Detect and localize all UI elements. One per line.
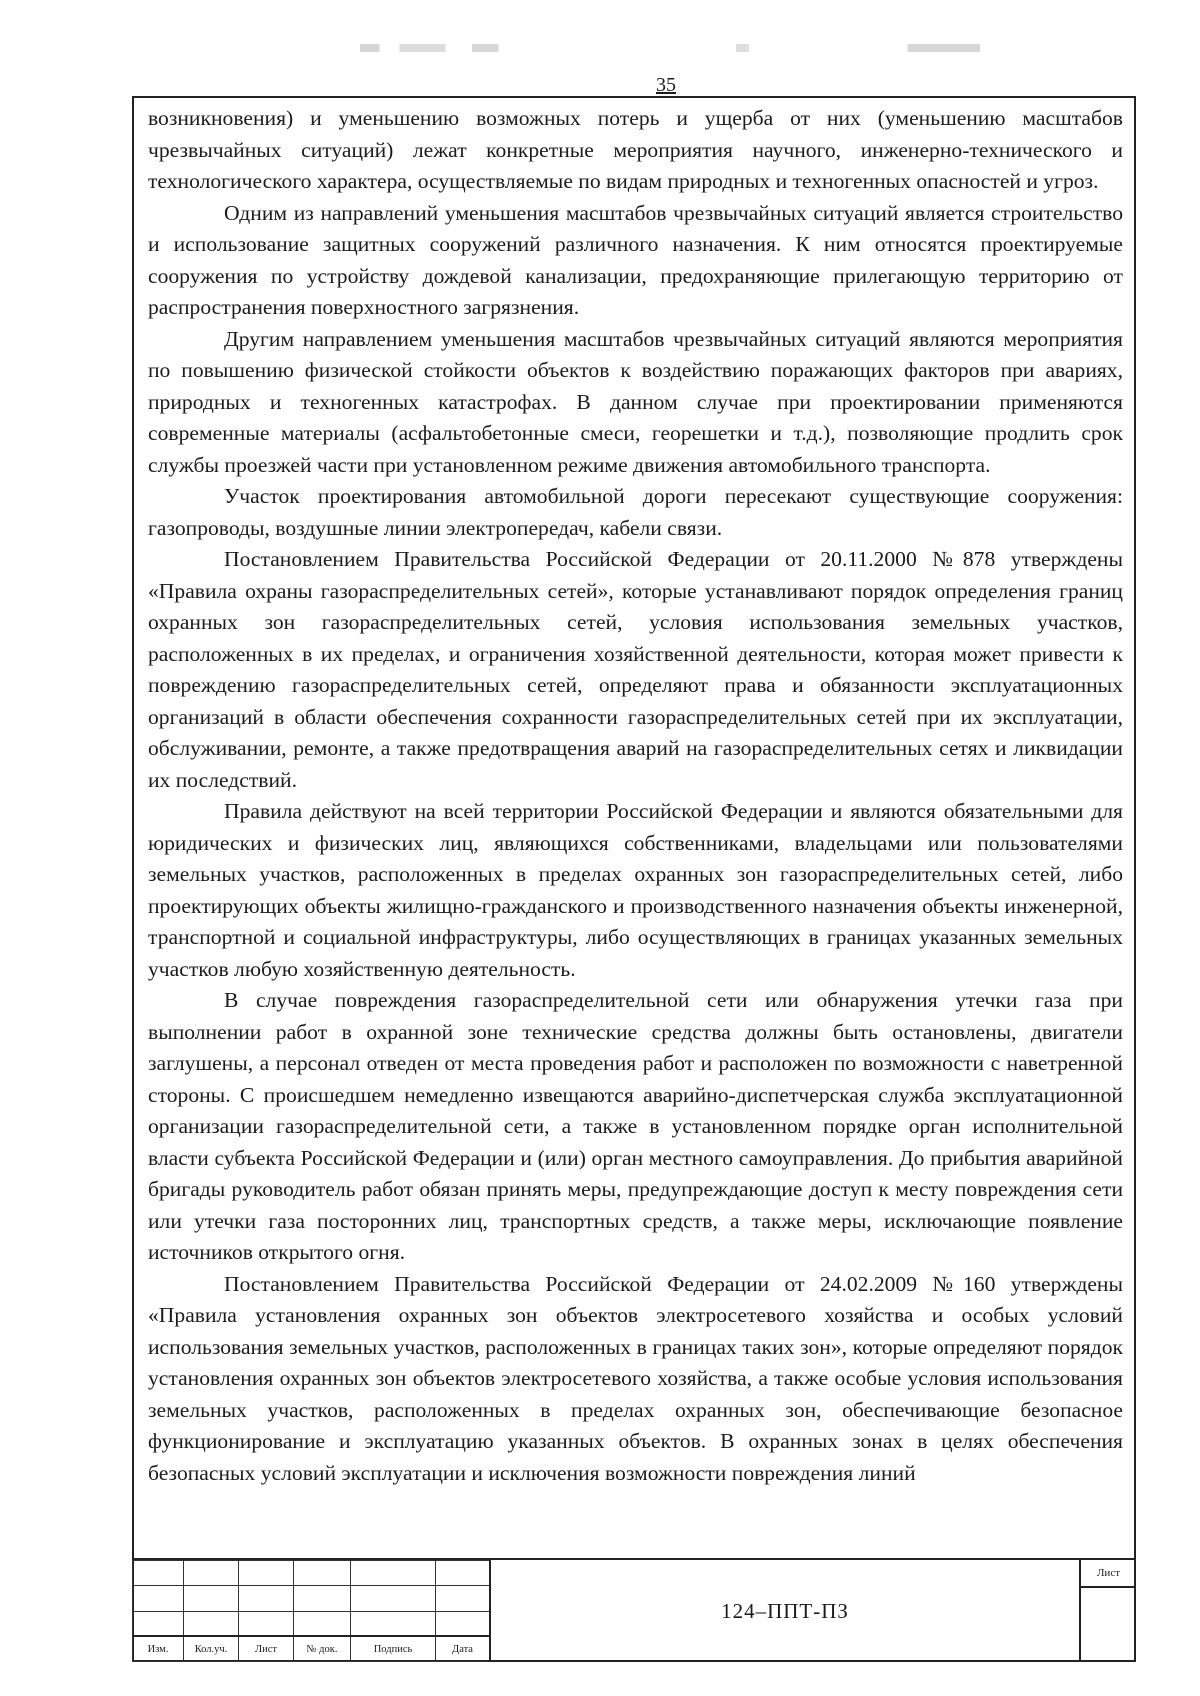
page-number: 35 — [656, 74, 676, 96]
paragraph: Одним из направлений уменьшения масштабов чрезвычайных ситуаций является строительство и использование защитных сооружений различного назначения. К ним относятся проектируемые сооружения по устройству дождевой канализации, предохраняющие прилегающую территорию от распространения поверхностного загрязнения. — [148, 200, 1123, 319]
document-code: 124–ППТ-ПЗ — [489, 1560, 1079, 1662]
revision-cell — [133, 1611, 184, 1636]
paragraph: Правила действуют на всей территории Российской Федерации и являются обязательными для юридических и физических лиц, являющихся собственниками, владельцами или пользователями земельных участков, расположенных в пределах охранных зон газораспределительных сетей, либо проектирующих объекты жилищно-гражданского и производственного назначения объекты инженерной, транспортной и социальной инфраструктуры, либо осуществляющих в границах указанных земельных участков любую хозяйственную деятельность. — [148, 799, 1123, 981]
revision-cell — [184, 1611, 239, 1636]
paragraph: Постановлением Правительства Российской Федерации от 24.02.2009 №160 утверждены «Правила установления охранных зон объектов электросетевого хозяйства и особых условий использования земельных участков, расположенных в границах таких зон», которые определяют порядок установления охранных зон объектов электросетевого хозяйства, а также особые условия использования земельных участков, расположенных в пределах охранных зон, обеспечивающие безопасное функционирование и эксплуатацию указанных объектов. В охранных зонах в целях обеспечения безопасных условий эксплуатации и исключения возможности повреждения линий — [148, 1271, 1123, 1485]
paragraph: Участок проектирования автомобильной дороги пересекают существующие сооружения: газопроводы, воздушные линии электропередач, кабели связи. — [148, 484, 1123, 540]
revision-cell — [239, 1561, 294, 1586]
col-label-izm: Изм. — [133, 1636, 184, 1661]
col-label-signature: Подпись — [351, 1636, 436, 1661]
revision-cell — [184, 1561, 239, 1586]
sheet-number-box — [1079, 1560, 1136, 1662]
document-body — [148, 103, 1123, 1489]
revision-cell — [294, 1586, 351, 1611]
revision-cell — [239, 1611, 294, 1636]
revision-cell — [351, 1611, 436, 1636]
revision-cell — [436, 1586, 490, 1611]
col-label-date: Дата — [436, 1636, 490, 1661]
revision-cell — [133, 1561, 184, 1586]
paragraph: В случае повреждения газораспределительной сети или обнаружения утечки газа при выполнении работ в охранной зоне технические средства должны быть остановлены, двигатели заглушены, а персонал отведен от места проведения работ и расположен по возможности с наветренной стороны. С происшедшем немедленно извещаются аварийно-диспетчерская служба эксплуатационной организации газораспределительной сети, а также в установленном порядке орган исполнительной власти субъекта Российской Федерации и (или) орган местного самоуправления. До прибытия аварийной бригады руководитель работ обязан принять меры, предупреждающие доступ к месту повреждения сети или утечки газа посторонних лиц, транспортных средств, а также меры, исключающие появление источников открытого огня. — [148, 988, 1123, 1264]
revision-table — [132, 1560, 490, 1662]
title-block — [132, 1558, 1136, 1662]
sheet-label: Лист — [1081, 1560, 1136, 1588]
revision-cell — [184, 1586, 239, 1611]
paragraph: Постановлением Правительства Российской Федерации от 20.11.2000 №878 утверждены «Правила охраны газораспределительных сетей», которые устанавливают порядок определения границ охранных зон газораспределительных сетей, условия использования земельных участков, расположенных в их пределах, и ограничения хозяйственной деятельности, которая может привести к повреждению газораспределительных сетей, определяют права и обязанности эксплуатационных организаций в области обеспечения сохранности газораспределительных сетей при их эксплуатации, обслуживании, ремонте, а также предотвращения аварий на газораспределительных сетях и ликвидации их последствий. — [148, 547, 1123, 792]
revision-cell — [133, 1586, 184, 1611]
col-label-kol-uch: Кол.уч. — [184, 1636, 239, 1661]
revision-cell — [436, 1561, 490, 1586]
revision-cell — [351, 1586, 436, 1611]
revision-cell — [294, 1561, 351, 1586]
col-label-doc-number: № док. — [294, 1636, 351, 1661]
revision-cell — [351, 1561, 436, 1586]
revision-cell — [436, 1611, 490, 1636]
col-label-list: Лист — [239, 1636, 294, 1661]
revision-cell — [294, 1611, 351, 1636]
paragraph: возникновения) и уменьшению возможных потерь и ущерба от них (уменьшению масштабов чрезвычайных ситуаций) лежат конкретные мероприятия научного, инженерно-технического и технологического характера, осуществляемые по видам природных и техногенных опасностей и угроз. — [148, 106, 1123, 193]
paragraph: Другим направлением уменьшения масштабов чрезвычайных ситуаций являются мероприятия по повышению физической стойкости объектов к воздействию поражающих факторов при авариях, природных и техногенных катастрофах. В данном случае при проектировании применяются современные материалы (асфальтобетонные смеси, георешетки и т.д.), позволяющие продлить срок службы проезжей части при установленном режиме движения автомобильного транспорта. — [148, 326, 1123, 477]
scan-header-artifact — [340, 44, 1000, 52]
revision-cell — [239, 1586, 294, 1611]
